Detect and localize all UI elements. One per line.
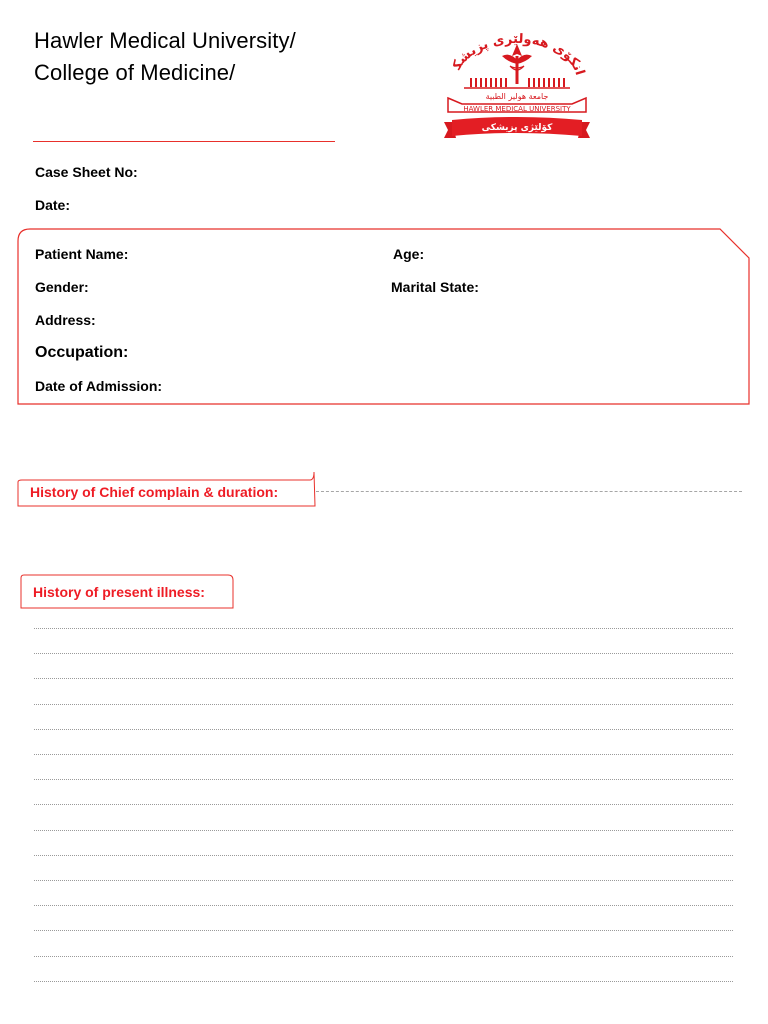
ruled-line — [34, 956, 733, 957]
ruled-line — [34, 830, 733, 831]
gender-label: Gender: — [35, 279, 89, 295]
logo-arc-text: انکۆی هەولێری پزیشک — [449, 31, 588, 78]
present-illness-heading: History of present illness: — [33, 584, 205, 600]
patient-name-label: Patient Name: — [35, 246, 129, 262]
ruled-line — [34, 905, 733, 906]
chief-complaint-heading: History of Chief complain & duration: — [30, 484, 279, 500]
marital-state-label: Marital State: — [391, 279, 479, 295]
logo-banner-text: کۆلێژی پزیشکی — [481, 123, 553, 133]
ruled-line — [34, 628, 733, 629]
date-label: Date: — [35, 197, 71, 213]
address-label: Address: — [35, 312, 96, 328]
ruled-line — [34, 779, 733, 780]
page-title-line1: Hawler Medical University/ — [34, 28, 296, 53]
case-sheet-label: Case Sheet No: — [35, 164, 138, 180]
chief-complaint-line — [316, 491, 742, 492]
ruled-line — [34, 855, 733, 856]
ruled-line — [34, 880, 733, 881]
page-title-line2: College of Medicine/ — [34, 60, 236, 85]
age-label: Age: — [393, 246, 425, 262]
date-of-admission-label: Date of Admission: — [35, 378, 163, 394]
ruled-line — [34, 678, 733, 679]
ruled-line — [34, 729, 733, 730]
ruled-line — [34, 981, 733, 982]
logo-english-name: HAWLER MEDICAL UNIVERSITY — [463, 105, 571, 113]
occupation-label: Occupation: — [35, 344, 129, 361]
ruled-line — [34, 653, 733, 654]
ruled-line — [34, 754, 733, 755]
logo-arabic-name: جامعة هولير الطبية — [485, 92, 549, 101]
ruled-line — [34, 804, 733, 805]
ruled-line — [34, 704, 733, 705]
ruled-line — [34, 930, 733, 931]
